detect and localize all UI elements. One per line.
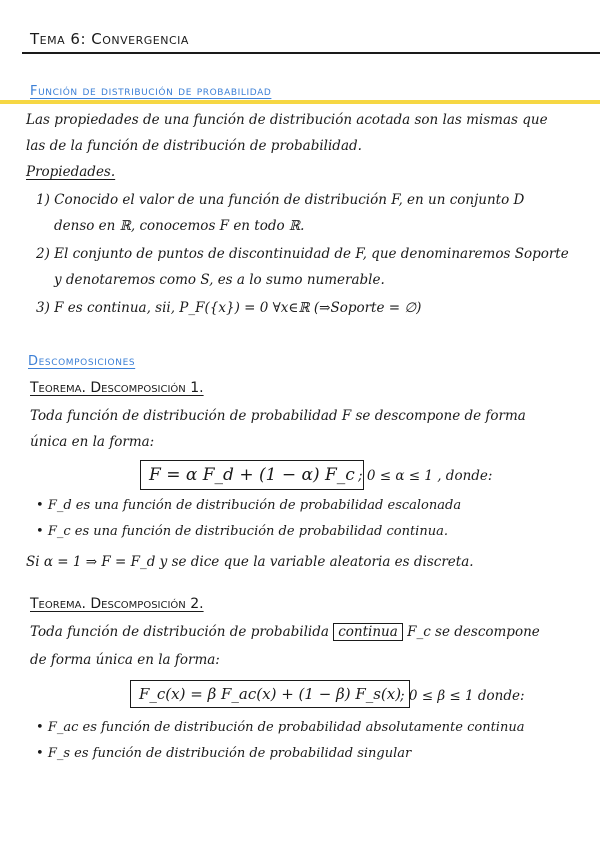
continua-boxed-word: continua <box>333 623 403 641</box>
intro-line-1: Las propiedades de una función de distribución acotada son las mismas que <box>26 112 548 128</box>
page-title: Tema 6: Convergencia <box>30 30 189 48</box>
property-1-line-2: denso en ℝ, conocemos F en todo ℝ. <box>54 218 305 234</box>
title-divider <box>22 52 600 54</box>
property-2-line-1: 2) El conjunto de puntos de discontinuidad de F, que denominaremos Soporte <box>36 246 569 262</box>
property-2-line-2: y denotaremos como S, es a lo sumo numerable. <box>54 272 385 288</box>
theorem-1-line-1: Toda función de distribución de probabilidad F se descompone de forma <box>30 408 526 424</box>
propiedades-label: Propiedades. <box>26 164 116 180</box>
section-heading-descomposiciones: Descomposiciones <box>28 354 136 369</box>
property-3: 3) F es continua, sii, P_F({x}) = 0 ∀x∈ℝ (⇒Soporte = ∅) <box>36 300 422 316</box>
theorem-2-line-1: Toda función de distribución de probabilida continua F_c se descompone <box>30 624 540 640</box>
theorem-2-line-2: de forma única en la forma: <box>30 652 220 668</box>
theorem-2-formula-box: F_c(x) = β F_ac(x) + (1 − β) F_s(x) <box>130 680 410 708</box>
theorem-2-bullet-2: • F_s es función de distribución de probabilidad singular <box>36 746 412 761</box>
intro-line-2: las de la función de distribución de probabilidad. <box>26 138 362 154</box>
property-1-line-1: 1) Conocido el valor de una función de distribución F, en un conjunto D <box>36 192 525 208</box>
section-heading-distribucion: Función de distribución de probabilidad <box>30 84 272 99</box>
theorem-2-bullet-1: • F_ac es función de distribución de probabilidad absolutamente continua <box>36 720 525 735</box>
yellow-highlight-bar <box>0 100 600 104</box>
theorem-1-bullet-1: • F_d es una función de distribución de probabilidad escalonada <box>36 498 462 513</box>
theorem-1-bullet-2: • F_c es una función de distribución de probabilidad continua. <box>36 524 448 539</box>
theorem-2-label: Teorema. Descomposición 2. <box>30 596 204 612</box>
theorem-1-note: Si α = 1 ⇒ F = F_d y se dice que la variable aleatoria es discreta. <box>26 554 474 570</box>
theorem-1-label: Teorema. Descomposición 1. <box>30 380 204 396</box>
theorem-2-condition: ; 0 ≤ β ≤ 1 donde: <box>400 688 525 704</box>
theorem-1-formula-box: F = α F_d + (1 − α) F_c <box>140 460 364 490</box>
theorem-1-condition: ; 0 ≤ α ≤ 1 , donde: <box>358 468 493 484</box>
theorem-1-line-2: única en la forma: <box>30 434 155 450</box>
